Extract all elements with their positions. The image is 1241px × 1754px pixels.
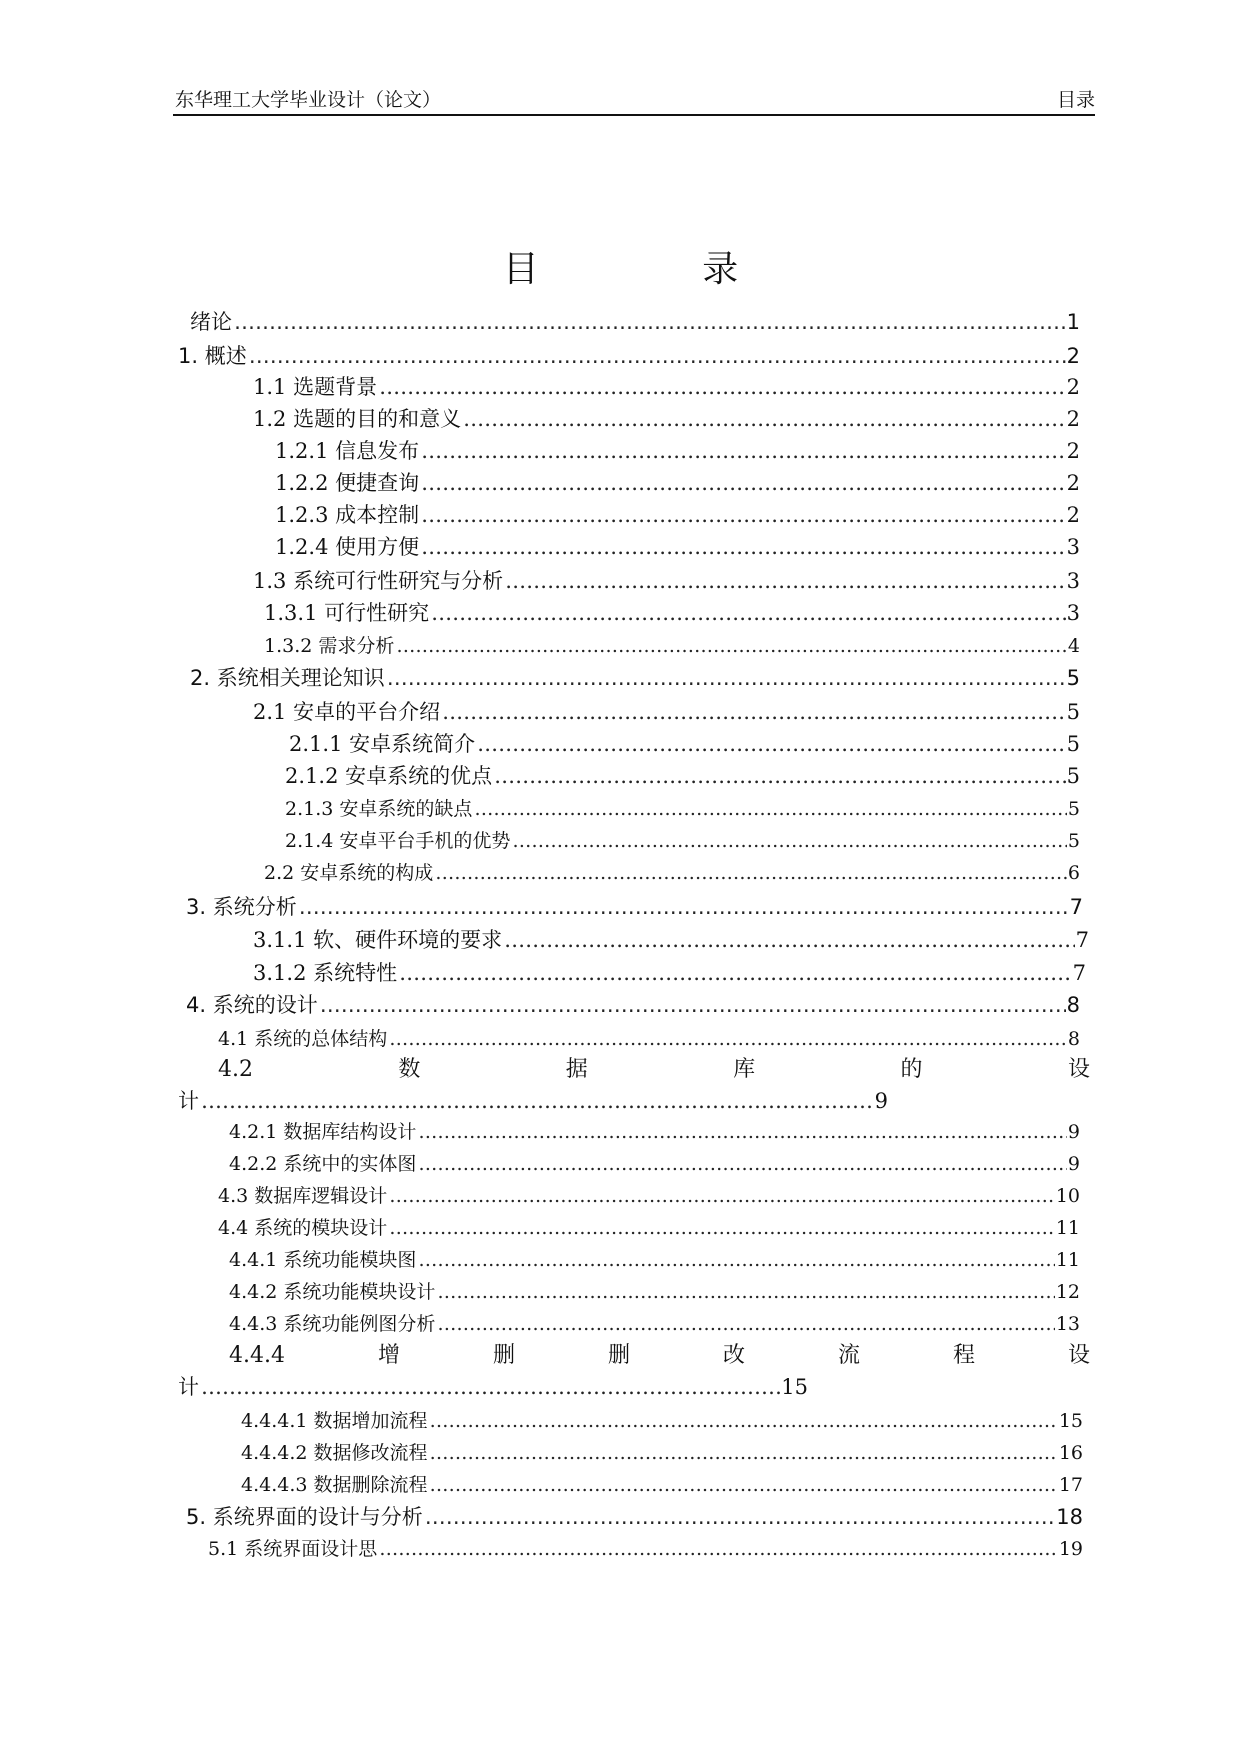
toc-entry-justified[interactable] (229, 1340, 1090, 1372)
toc-leader-dots (421, 436, 1066, 466)
toc-entry-label: 1. 概述 (178, 344, 247, 368)
toc-entry-label: 3.1.2 系统特性 (253, 961, 398, 985)
toc-entry-label-part: 设 (1067, 1343, 1090, 1368)
toc-leader-dots (201, 1086, 874, 1116)
toc-leader-dots (379, 372, 1066, 402)
toc-entry[interactable] (229, 1245, 1080, 1275)
toc-entry-label: 1.3 系统可行性研究与分析 (253, 569, 504, 593)
toc-entry-page: 15 (781, 1375, 808, 1399)
toc-leader-dots (389, 1024, 1067, 1054)
toc-entry-label: 4.4.4.1 数据增加流程 (241, 1410, 428, 1432)
toc-leader-dots (431, 598, 1066, 628)
toc-entry-label-part: 的 (900, 1057, 923, 1082)
toc-entry[interactable] (264, 631, 1080, 661)
toc-entry-page: 3 (1066, 535, 1080, 559)
toc-entry-label: 2. 系统相关理论知识 (190, 666, 385, 690)
toc-leader-dots (389, 1181, 1055, 1211)
toc-entry-label: 4.4.2 系统功能模块设计 (229, 1281, 436, 1303)
toc-entry-label-part: 设 (1067, 1057, 1090, 1082)
toc-leader-dots (505, 566, 1066, 596)
toc-entry-page: 9 (1067, 1121, 1080, 1143)
toc-leader-dots (396, 631, 1067, 661)
toc-entry-label-part: 4.4.4 (229, 1343, 285, 1368)
toc-entry[interactable] (229, 1117, 1080, 1147)
toc-leader-dots (463, 404, 1066, 434)
toc-entry-page: 2 (1066, 471, 1080, 495)
toc-entry-page: 4 (1067, 635, 1080, 657)
toc-entry-label: 2.1 安卓的平台介绍 (253, 700, 441, 724)
toc-entry[interactable] (253, 925, 1089, 955)
toc-entry-page: 2 (1066, 375, 1080, 399)
toc-entry-page: 11 (1055, 1217, 1080, 1239)
toc-entry[interactable] (253, 372, 1080, 402)
toc-entry[interactable] (218, 1024, 1080, 1054)
toc-entry[interactable] (275, 500, 1080, 530)
toc-entry[interactable] (253, 958, 1086, 988)
toc-entry-continuation[interactable] (178, 1086, 888, 1116)
toc-entry-page: 8 (1067, 1028, 1080, 1050)
toc-leader-dots (399, 958, 1072, 988)
toc-entry-label-part: 程 (952, 1343, 975, 1368)
toc-entry-label: 1.3.1 可行性研究 (264, 601, 430, 625)
toc-entry-page: 5 (1066, 666, 1080, 690)
toc-entry-label: 3.1.1 软、硬件环境的要求 (253, 928, 503, 952)
toc-leader-dots (234, 307, 1066, 337)
toc-entry[interactable] (253, 697, 1080, 727)
toc-entry-label-part: 数 (398, 1057, 421, 1082)
toc-entry[interactable] (289, 729, 1080, 759)
toc-leader-dots (418, 1149, 1067, 1179)
toc-entry-label: 4.2.1 数据库结构设计 (229, 1121, 417, 1143)
toc-entry-label: 3. 系统分析 (186, 895, 297, 919)
toc-entry-label-part: 增 (377, 1343, 400, 1368)
toc-leader-dots (442, 697, 1066, 727)
toc-entry-page: 15 (1058, 1410, 1083, 1432)
toc-entry-page: 2 (1066, 344, 1080, 368)
toc-entry[interactable] (229, 1149, 1080, 1179)
toc-leader-dots (494, 761, 1066, 791)
toc-entry-label: 2.1.1 安卓系统简介 (289, 732, 476, 756)
toc-entry-label-part: 4.2 (218, 1057, 253, 1082)
toc-entry-page: 1 (1066, 310, 1080, 334)
toc-entry[interactable] (241, 1438, 1083, 1468)
toc-entry-label-part: 改 (722, 1343, 745, 1368)
toc-entry-label: 1.3.2 需求分析 (264, 635, 395, 657)
toc-entry-label-part: 流 (837, 1343, 860, 1368)
toc-entry-label: 4.4.1 系统功能模块图 (229, 1249, 417, 1271)
toc-entry-label: 计 (178, 1089, 199, 1113)
toc-entry[interactable] (190, 663, 1080, 693)
toc-leader-dots (320, 990, 1066, 1020)
toc-leader-dots (430, 1438, 1058, 1468)
toc-entry-page: 13 (1055, 1313, 1080, 1335)
toc-entry[interactable] (241, 1470, 1083, 1500)
toc-entry-page: 9 (874, 1089, 888, 1113)
toc-entry-label: 4.4.4.2 数据修改流程 (241, 1442, 428, 1464)
toc-entry[interactable] (186, 990, 1080, 1020)
toc-entry[interactable] (285, 826, 1080, 856)
toc-entry[interactable] (275, 468, 1080, 498)
toc-leader-dots (437, 1309, 1054, 1339)
toc-entry-label: 1.2.4 使用方便 (275, 535, 420, 559)
toc-leader-dots (249, 341, 1066, 371)
toc-entry-label: 4.4.4.3 数据删除流程 (241, 1474, 428, 1496)
toc-entry[interactable] (229, 1277, 1080, 1307)
toc-entry-label: 1.2.3 成本控制 (275, 503, 420, 527)
toc-entry-page: 7 (1072, 961, 1086, 985)
toc-entry-page: 2 (1066, 407, 1080, 431)
toc-entry[interactable] (241, 1406, 1083, 1436)
toc-leader-dots (379, 1534, 1058, 1564)
toc-entry-page: 16 (1058, 1442, 1083, 1464)
toc-entry[interactable] (253, 566, 1080, 596)
toc-entry-label: 2.2 安卓系统的构成 (264, 862, 434, 884)
toc-entry-label: 5.1 系统界面设计思 (208, 1538, 378, 1560)
toc-entry[interactable] (253, 404, 1080, 434)
toc-entry[interactable] (264, 858, 1080, 888)
toc-entry-page: 19 (1058, 1538, 1083, 1560)
toc-entry[interactable] (190, 307, 1080, 337)
toc-leader-dots (512, 826, 1067, 856)
header-section-name: 目录 (1056, 89, 1095, 111)
toc-entry-label: 4.3 数据库逻辑设计 (218, 1185, 388, 1207)
toc-entry-label: 2.1.3 安卓系统的缺点 (285, 798, 473, 820)
toc-entry-label: 1.2.2 便捷查询 (275, 471, 420, 495)
toc-entry-continuation[interactable] (178, 1372, 808, 1402)
toc-leader-dots (504, 925, 1075, 955)
toc-entry-page: 12 (1055, 1281, 1080, 1303)
toc-entry-label: 1.2 选题的目的和意义 (253, 407, 462, 431)
toc-leader-dots (477, 729, 1066, 759)
toc-entry-page: 8 (1066, 993, 1080, 1017)
toc-entry-page: 5 (1066, 732, 1080, 756)
toc-entry-label: 4. 系统的设计 (186, 993, 318, 1017)
toc-entry-page: 10 (1055, 1185, 1080, 1207)
toc-entry-label-part: 删 (607, 1343, 630, 1368)
toc-entry-page: 5 (1067, 830, 1080, 852)
toc-entry-label: 4.4.3 系统功能例图分析 (229, 1313, 436, 1335)
toc-entry-page: 9 (1067, 1153, 1080, 1175)
toc-entry-page: 7 (1075, 928, 1089, 952)
toc-entry-page: 18 (1056, 1505, 1083, 1529)
toc-entry[interactable] (178, 341, 1080, 371)
toc-leader-dots (435, 858, 1067, 888)
toc-entry-page: 7 (1069, 895, 1083, 919)
header-thesis-title: 东华理工大学毕业设计（论文） (175, 89, 442, 111)
toc-entry-label: 5. 系统界面的设计与分析 (186, 1505, 423, 1529)
toc-entry[interactable] (264, 598, 1080, 628)
toc-leader-dots (437, 1277, 1054, 1307)
toc-entry-label: 计 (178, 1375, 199, 1399)
toc-entry-label-part: 据 (565, 1057, 588, 1082)
toc-title: 目 录 (502, 249, 815, 290)
toc-entry-page: 3 (1066, 569, 1080, 593)
toc-entry-label: 1.2.1 信息发布 (275, 439, 420, 463)
toc-entry-page: 3 (1066, 601, 1080, 625)
toc-entry-label-part: 库 (733, 1057, 756, 1082)
toc-entry[interactable] (208, 1534, 1083, 1564)
toc-entry-page: 17 (1058, 1474, 1083, 1496)
toc-entry[interactable] (186, 1502, 1083, 1532)
toc-entry-page: 11 (1055, 1249, 1080, 1271)
toc-leader-dots (430, 1470, 1058, 1500)
toc-leader-dots (430, 1406, 1058, 1436)
toc-leader-dots (474, 794, 1067, 824)
toc-leader-dots (421, 468, 1066, 498)
toc-entry[interactable] (229, 1309, 1080, 1339)
toc-entry-page: 6 (1067, 862, 1080, 884)
toc-entry-label: 2.1.2 安卓系统的优点 (285, 764, 493, 788)
toc-entry[interactable] (285, 794, 1080, 824)
toc-entry-label: 1.1 选题背景 (253, 375, 378, 399)
toc-entry-label: 4.1 系统的总体结构 (218, 1028, 388, 1050)
toc-entry-label: 4.2.2 系统中的实体图 (229, 1153, 417, 1175)
toc-entry-page: 2 (1066, 503, 1080, 527)
toc-entry-page: 5 (1067, 798, 1080, 820)
toc-leader-dots (201, 1372, 780, 1402)
toc-leader-dots (299, 892, 1069, 922)
toc-leader-dots (387, 663, 1066, 693)
toc-leader-dots (418, 1117, 1067, 1147)
toc-entry[interactable] (275, 436, 1080, 466)
toc-entry[interactable] (186, 892, 1083, 922)
toc-entry-justified[interactable] (218, 1054, 1090, 1086)
toc-leader-dots (389, 1213, 1055, 1243)
toc-entry-label: 绪论 (190, 310, 232, 334)
toc-entry-label: 4.4 系统的模块设计 (218, 1217, 388, 1239)
toc-entry[interactable] (218, 1181, 1080, 1211)
toc-entry-page: 2 (1066, 439, 1080, 463)
toc-entry-page: 5 (1066, 764, 1080, 788)
toc-leader-dots (425, 1502, 1056, 1532)
toc-entry[interactable] (218, 1213, 1080, 1243)
toc-entry-page: 5 (1066, 700, 1080, 724)
toc-entry[interactable] (285, 761, 1080, 791)
toc-entry[interactable] (275, 532, 1080, 562)
toc-leader-dots (418, 1245, 1054, 1275)
toc-entry-label-part: 删 (492, 1343, 515, 1368)
toc-leader-dots (421, 500, 1066, 530)
toc-entry-label: 2.1.4 安卓平台手机的优势 (285, 830, 511, 852)
toc-leader-dots (421, 532, 1066, 562)
